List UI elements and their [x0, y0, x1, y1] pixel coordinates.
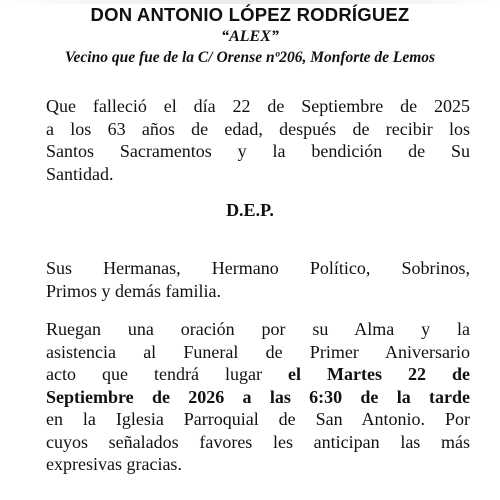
- invitation-line: en la Iglesia Parroquial de San Antonio. Por: [46, 409, 470, 429]
- deceased-address: Vecino que fue de la C/ Orense nº206, Monforte de Lemos: [64, 49, 436, 66]
- invitation-line: Ruegan una oración por su Alma y la: [46, 319, 470, 339]
- invitation-line: [46, 363, 470, 386]
- funeral-date-time: Septiembre de 2026 a las 6:30 de la tarde: [46, 386, 470, 407]
- dep-heading: D.E.P.: [226, 200, 274, 220]
- invitation-paragraph: [46, 318, 470, 476]
- death-notice-line: a los 63 años de edad, después de recibir los: [46, 118, 470, 139]
- death-notice-line: Santos Sacramentos y la bendición de Su: [46, 141, 470, 161]
- death-notice-line: Santidad.: [46, 163, 114, 184]
- death-notice-line: Que falleció el día 22 de Septiembre de 2025: [46, 96, 470, 116]
- family-line: Primos y demás familia.: [46, 280, 221, 301]
- family-paragraph: [46, 257, 470, 302]
- funeral-date-start: el Martes 22 de: [287, 364, 470, 384]
- family-line: Sus Hermanas, Hermano Político, Sobrinos,: [46, 258, 470, 278]
- invitation-line: asistencia al Funeral de Primer Aniversario: [46, 341, 470, 362]
- death-notice-paragraph: [46, 95, 470, 185]
- invitation-line: expresivas gracias.: [46, 454, 182, 474]
- deceased-alias: “ALEX”: [221, 28, 279, 45]
- deceased-name: DON ANTONIO LÓPEZ RODRÍGUEZ: [90, 4, 410, 25]
- invitation-line: cuyos señalados favores les anticipan las más: [46, 431, 470, 452]
- invitation-line-text: acto que tendrá lugar: [46, 364, 262, 384]
